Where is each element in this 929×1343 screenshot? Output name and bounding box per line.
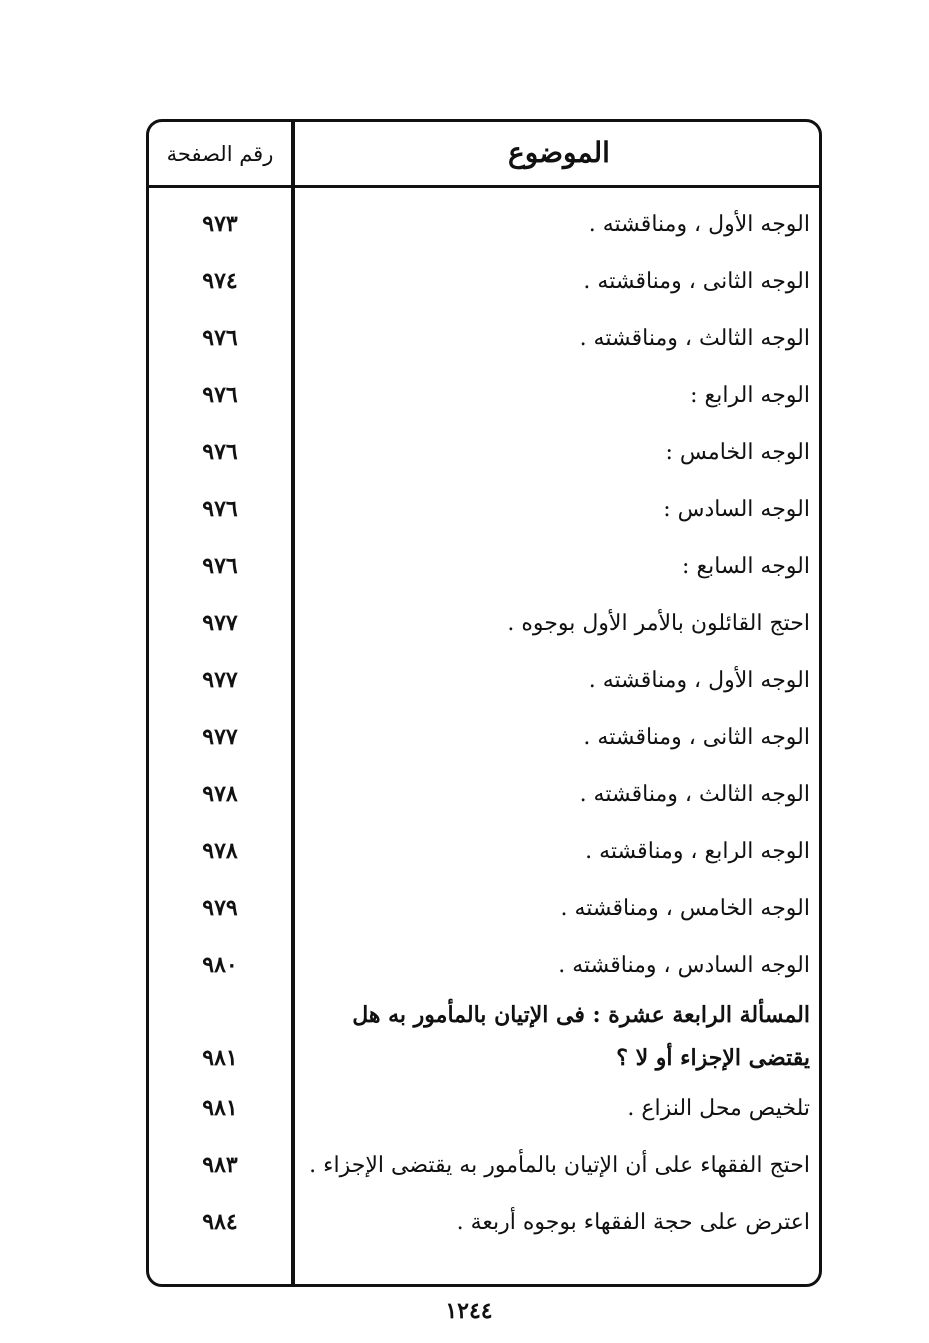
table-row	[150, 367, 818, 424]
table-row	[150, 310, 818, 367]
row-page-number: ٩٧٦	[202, 439, 238, 465]
table-row	[150, 253, 818, 310]
row-page-number: ٩٧٧	[202, 667, 238, 693]
table-row	[150, 424, 818, 481]
page-column-header: رقم الصفحة	[166, 142, 274, 166]
row-page-number: ٩٨١	[202, 1045, 238, 1071]
row-subject: الوجه الثالث ، ومناقشته .	[579, 326, 810, 351]
row-page-number: ٩٧٦	[202, 382, 238, 408]
row-subject: الوجه الرابع ، ومناقشته .	[585, 839, 810, 864]
row-subject: الوجه الثانى ، ومناقشته .	[583, 269, 810, 294]
row-page-number: ٩٧٦	[202, 496, 238, 522]
table-row	[150, 709, 818, 766]
row-subject: الوجه الرابع :	[690, 383, 810, 408]
table-row	[150, 538, 818, 595]
header-divider	[149, 185, 819, 188]
row-page-number: ٩٨٠	[202, 952, 238, 978]
table-row	[150, 1137, 818, 1194]
table-row-section-heading	[150, 994, 818, 1080]
row-page-number: ٩٨١	[202, 1095, 238, 1121]
row-subject: تلخيص محل النزاع .	[627, 1096, 810, 1121]
row-page-number: ٩٧٤	[202, 268, 238, 294]
table-row	[150, 595, 818, 652]
row-subject: الوجه الأول ، ومناقشته .	[588, 668, 810, 693]
row-subject: اعترض على حجة الفقهاء بوجوه أربعة .	[456, 1210, 810, 1235]
table-row	[150, 652, 818, 709]
table-of-contents	[150, 196, 818, 1251]
row-subject: احتج الفقهاء على أن الإتيان بالمأمور به يقتضى الإجزاء .	[309, 1153, 810, 1178]
row-subject: احتج القائلون بالأمر الأول بوجوه .	[507, 611, 810, 636]
table-row	[150, 880, 818, 937]
table-row	[150, 1080, 818, 1137]
table-row	[150, 823, 818, 880]
table-row	[150, 766, 818, 823]
table-row	[150, 481, 818, 538]
row-page-number: ٩٨٣	[202, 1152, 238, 1178]
row-page-number: ٩٧٦	[202, 553, 238, 579]
row-subject: الوجه الخامس :	[665, 440, 810, 465]
table-row	[150, 937, 818, 994]
row-subject: الوجه الأول ، ومناقشته .	[588, 212, 810, 237]
table-row	[150, 1194, 818, 1251]
row-subject: الوجه الخامس ، ومناقشته .	[560, 896, 810, 921]
row-page-number: ٩٨٤	[202, 1209, 238, 1235]
row-subject: الوجه السادس ، ومناقشته .	[558, 953, 810, 978]
table-row	[150, 196, 818, 253]
row-page-number: ٩٧٣	[202, 211, 238, 237]
row-subject: الوجه الثالث ، ومناقشته .	[579, 782, 810, 807]
page-footer-number: ١٢٤٤	[445, 1298, 493, 1324]
row-page-number: ٩٧٨	[202, 838, 238, 864]
row-page-number: ٩٧٩	[202, 895, 238, 921]
row-page-number: ٩٧٧	[202, 724, 238, 750]
subject-column-header: الموضوع	[508, 136, 610, 169]
row-subject: الوجه الثانى ، ومناقشته .	[583, 725, 810, 750]
row-page-number: ٩٧٧	[202, 610, 238, 636]
row-subject: المسألة الرابعة عشرة : فى الإتيان بالمأمور به هل يقتضى الإجزاء أو لا ؟	[352, 1002, 810, 1071]
row-subject: الوجه السادس :	[663, 497, 810, 522]
row-subject: الوجه السابع :	[682, 554, 810, 579]
row-page-number: ٩٧٦	[202, 325, 238, 351]
row-page-number: ٩٧٨	[202, 781, 238, 807]
